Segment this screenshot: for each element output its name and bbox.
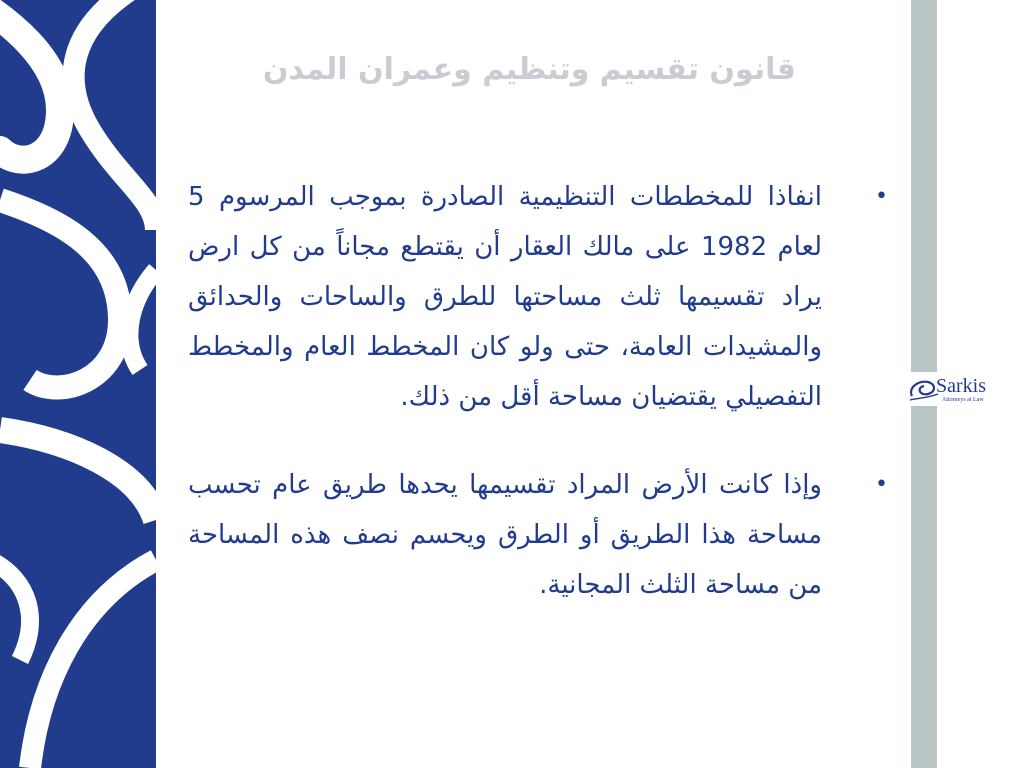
bullet-marker: •: [875, 472, 888, 497]
logo-name: Sarkis: [936, 374, 986, 397]
slide-content: [188, 172, 888, 648]
ornament-swirl-graphic: [0, 0, 156, 768]
logo-tagline: Attorneys at Law: [942, 396, 984, 403]
sarkis-logo: [904, 372, 1004, 406]
bullet-item: [188, 172, 888, 422]
bullet-marker: •: [875, 184, 888, 209]
bullet-text: وإذا كانت الأرض المراد تقسيمها يحدها طريق عام تحسب مساحة هذا الطريق أو الطرق ويحسم نصف هذه المساحة من مساحة الثلث المجانية.: [188, 470, 822, 600]
decorative-side-panel: [0, 0, 156, 768]
slide-title: قانون تقسيم وتنظيم وعمران المدن: [262, 52, 796, 87]
bullet-item: [188, 460, 888, 610]
sarkis-emblem-icon: [906, 374, 940, 404]
bullet-text: انفاذا للمخططات التنظيمية الصادرة بموجب المرسوم 5 لعام 1982 على مالك العقار أن يقتطع مجاناً من كل ارض يراد تقسيمها ثلث مساحتها للطرق والساحات والحدائق والمشيدات العامة، حتى ولو كان المخطط العام والمخطط التفصيلي يقتضيان مساحة أقل من ذلك.: [188, 182, 822, 412]
